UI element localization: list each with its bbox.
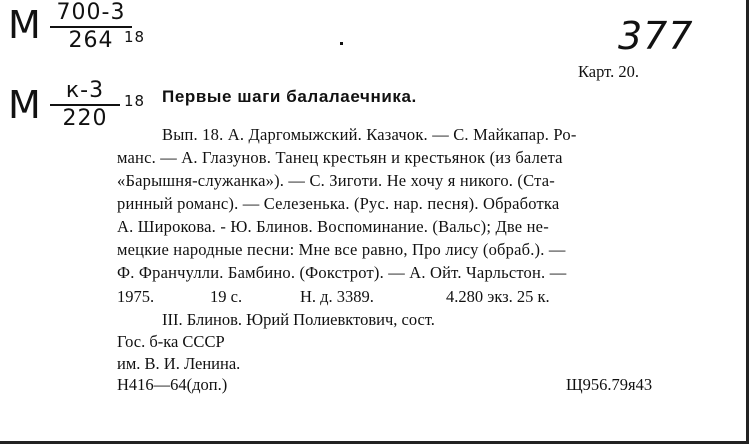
imprint-copies: 4.280 экз. 25 к. xyxy=(446,287,550,306)
body-line: «Барышня-служанка»). — С. Зиготи. Не хочу я никого. (Ста- xyxy=(117,171,555,190)
imprint-pages: 19 с. xyxy=(210,287,243,306)
handwritten-shelf-mark-1-top: 700-3 xyxy=(56,0,126,25)
body-line: Вып. 18. А. Даргомыжский. Казачок. — С. Майкапар. Ро- xyxy=(162,125,577,144)
handwritten-corner-number: 377 xyxy=(618,14,694,58)
body-line: ринный романс). — Селезенька. (Рус. нар. песня). Обработка xyxy=(117,194,560,213)
card-number: Карт. 20. xyxy=(578,62,639,81)
handwritten-shelf-mark-2-bottom: 220 xyxy=(62,106,108,131)
stray-dot xyxy=(340,42,343,45)
handwritten-shelf-mark-1 xyxy=(50,2,132,52)
order-code: Н416—64(доп.) xyxy=(117,375,228,394)
library-line: Гос. б-ка СССР xyxy=(117,332,225,351)
handwritten-shelf-mark-2-prefix: М xyxy=(8,83,42,127)
handwritten-shelf-mark-1-bottom: 264 xyxy=(68,28,114,53)
handwritten-shelf-mark-1-prefix: М xyxy=(8,3,42,47)
classification-code: Щ956.79я43 xyxy=(566,375,653,394)
handwritten-shelf-mark-2-suffix: 18 xyxy=(124,92,146,110)
body-line: А. Широкова. - Ю. Блинов. Воспоминание. (Вальс); Две не- xyxy=(117,217,549,236)
body-line: манс. — А. Глазунов. Танец крестьян и крестьянок (из балета xyxy=(117,148,563,167)
imprint-year: 1975. xyxy=(117,287,155,306)
record-title: Первые шаги балалаечника. xyxy=(162,87,417,106)
imprint-printing: Н. д. 3389. xyxy=(300,287,374,306)
body-line: мецкие народные песни: Мне все равно, Про лису (обраб.). — xyxy=(117,240,566,259)
handwritten-shelf-mark-1-suffix: 18 xyxy=(124,28,146,46)
compiler-line: III. Блинов. Юрий Полиевктович, сост. xyxy=(162,310,435,329)
library-line: им. В. И. Ленина. xyxy=(117,354,241,373)
body-line: Ф. Франчулли. Бамбино. (Фокстрот). — А. Ойт. Чарльстон. — xyxy=(117,263,567,282)
handwritten-shelf-mark-2 xyxy=(50,80,120,130)
handwritten-shelf-mark-2-top: к-3 xyxy=(65,78,105,103)
